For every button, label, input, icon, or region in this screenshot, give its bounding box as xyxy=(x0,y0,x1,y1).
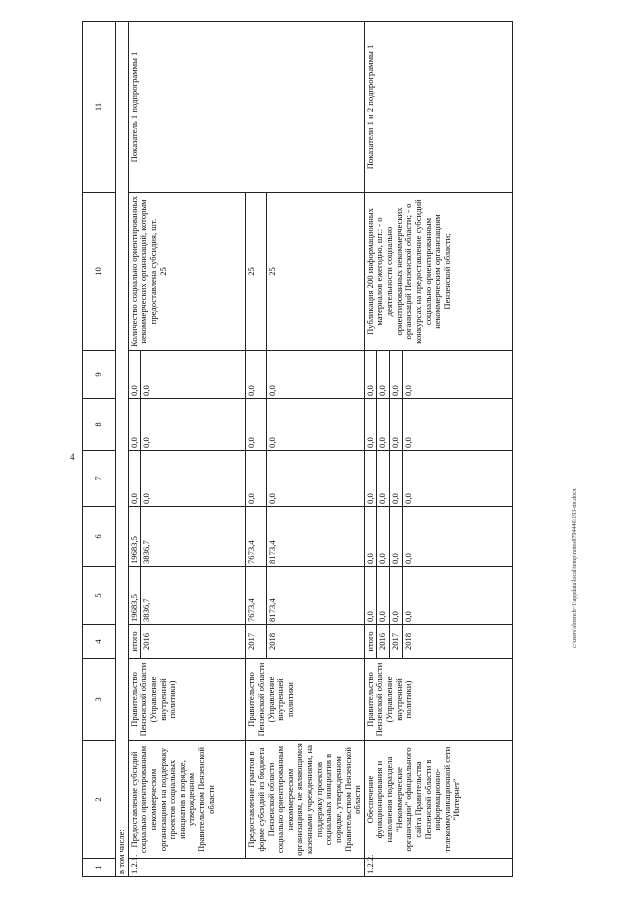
indicator-1-2-1 xyxy=(128,193,246,351)
value-cell: 3836,7 xyxy=(141,507,246,567)
value-cell: 0,0 xyxy=(266,451,364,507)
value-cell: 0,0 xyxy=(390,399,403,451)
executor-grants: Правительство Пензенской области (Управление внутренней политики xyxy=(246,659,365,741)
year-cell: итого xyxy=(364,625,377,659)
indicator-value-2017: 25 xyxy=(246,193,267,351)
value-cell: 0,0 xyxy=(266,399,364,451)
event-description-1-2-1: Предоставление субсидий социально ориентированным некоммерческим организациям на поддержку проектов социальных инициатив в порядке, утвержденном Правительством Пензенской области xyxy=(128,741,246,859)
value-cell: 0,0 xyxy=(141,399,246,451)
header-col-6: 6 xyxy=(83,507,116,567)
value-cell: 0,0 xyxy=(377,451,390,507)
value-cell: 0,0 xyxy=(364,351,377,399)
value-cell: 0,0 xyxy=(364,567,377,625)
header-col-10: 10 xyxy=(83,193,116,351)
value-cell: 0,0 xyxy=(402,567,512,625)
indicator-value-2018: 25 xyxy=(266,193,364,351)
indicator-value: 25 xyxy=(157,267,168,276)
value-cell: 0,0 xyxy=(390,567,403,625)
value-cell: 0,0 xyxy=(402,351,512,399)
event-description-grants: Предоставление грантов в форме субсидий из бюджета Пензенской области социально ориентированным некоммерческим организациям, не являющимся казенными учреждениями, на поддержку проектов социальных инициатив в порядке, утвержденном Правительством Пензенской области xyxy=(246,741,365,859)
value-cell: 8173,4 xyxy=(266,567,364,625)
row-number-1-2-1: 1.2.1. xyxy=(128,859,364,877)
value-cell: 19683,5 xyxy=(128,507,141,567)
header-col-8: 8 xyxy=(83,399,116,451)
section-label: в том числе: xyxy=(116,22,129,877)
value-cell: 0,0 xyxy=(246,451,267,507)
year-cell: 2017 xyxy=(246,625,267,659)
header-col-7: 7 xyxy=(83,451,116,507)
value-cell: 0,0 xyxy=(390,351,403,399)
value-cell: 8173,4 xyxy=(266,507,364,567)
value-cell: 0,0 xyxy=(128,451,141,507)
year-cell: 2018 xyxy=(266,625,364,659)
value-cell: 0,0 xyxy=(390,451,403,507)
header-col-4: 4 xyxy=(83,625,116,659)
rotated-document-table xyxy=(82,22,616,877)
year-cell: 2017 xyxy=(390,625,403,659)
header-col-2: 2 xyxy=(83,741,116,859)
year-cell: 2016 xyxy=(377,625,390,659)
header-col-3: 3 xyxy=(83,659,116,741)
value-cell: 0,0 xyxy=(402,399,512,451)
footer-file-path-text: c:\users\sbrench~1\appdata\local\temp\notes8794446\193-пп.docx xyxy=(572,488,578,648)
program-measures-table xyxy=(82,21,513,877)
header-row xyxy=(83,22,116,877)
header-col-1: 1 xyxy=(83,859,116,877)
executor-1-2-2: Правительство Пензенской области (Управление внутренней политики) xyxy=(364,659,512,741)
header-col-9: 9 xyxy=(83,351,116,399)
value-cell: 0,0 xyxy=(377,351,390,399)
year-cell: итого xyxy=(128,625,141,659)
header-col-5: 5 xyxy=(83,567,116,625)
event-description-1-2-2: Обеспечение функционирования и наполнения подраздела "Некоммерческие организации" официального сайта Правительства Пензенской области в информационно-телекоммуникационной сети "Интернет" xyxy=(364,741,512,859)
value-cell: 0,0 xyxy=(364,451,377,507)
value-cell: 0,0 xyxy=(377,507,390,567)
value-cell: 0,0 xyxy=(128,351,141,399)
executor-1-2-1: Правительство Пензенской области (Управление внутренней политики) xyxy=(128,659,246,741)
value-cell: 0,0 xyxy=(141,351,246,399)
table-row xyxy=(364,22,377,877)
value-cell: 3836,7 xyxy=(141,567,246,625)
value-cell: 7673,4 xyxy=(246,507,267,567)
value-cell: 19683,5 xyxy=(128,567,141,625)
row-number-1-2-2: 1.2.2. xyxy=(364,859,512,877)
header-col-11: 11 xyxy=(83,22,116,193)
value-cell: 0,0 xyxy=(402,507,512,567)
subprogram-ref-1-2-1: Показатель 1 подпрограммы 1 xyxy=(128,22,364,193)
indicator-text: Количество социально ориентированных некоммерческих организаций, которым предоставлена субсидия, шт. xyxy=(128,196,158,347)
value-cell: 0,0 xyxy=(377,399,390,451)
value-cell: 7673,4 xyxy=(246,567,267,625)
value-cell: 0,0 xyxy=(128,399,141,451)
year-cell: 2016 xyxy=(141,625,246,659)
value-cell: 0,0 xyxy=(390,507,403,567)
year-cell: 2018 xyxy=(402,625,512,659)
value-cell: 0,0 xyxy=(364,399,377,451)
value-cell: 0,0 xyxy=(141,451,246,507)
indicator-1-2-2: Публикация 200 информационных материалов ежегодно, шт.: - о деятельности социально ориентированных некоммерческих организаций Пензенской области; - о конкурсах на предоставление субсидий социально ориентированным некоммерческим организациям Пензенской области; xyxy=(364,193,512,351)
section-row xyxy=(116,22,129,877)
value-cell: 0,0 xyxy=(377,567,390,625)
value-cell: 0,0 xyxy=(266,351,364,399)
value-cell: 0,0 xyxy=(246,351,267,399)
page-number: 4 xyxy=(70,452,75,462)
value-cell: 0,0 xyxy=(246,399,267,451)
table-row xyxy=(128,22,141,877)
subprogram-ref-1-2-2: Показатели 1 и 2 подпрограммы 1 xyxy=(364,22,512,193)
value-cell: 0,0 xyxy=(402,451,512,507)
value-cell: 0,0 xyxy=(364,507,377,567)
